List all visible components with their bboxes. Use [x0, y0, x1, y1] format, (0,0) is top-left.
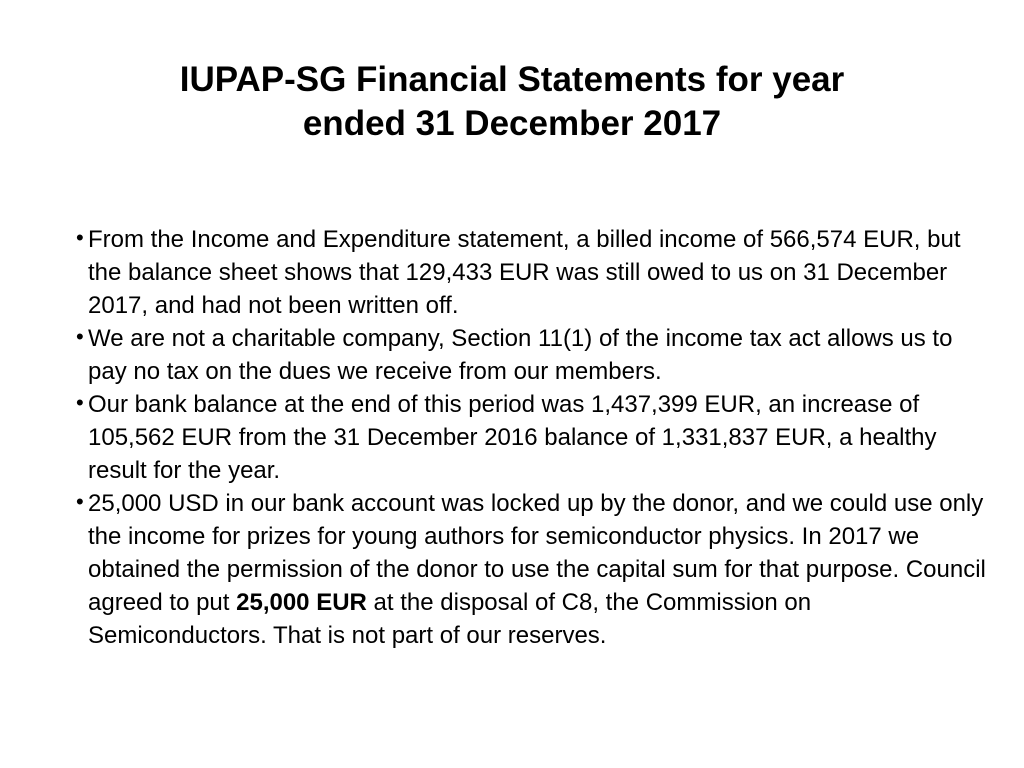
bullet-item-donor-fund	[76, 487, 988, 652]
bullet-text: From the Income and Expenditure statement, a billed income of 566,574 EUR, but the balance sheet shows that 129,433 EUR was still owed to us on 31 December 2017, and had not been written off.	[88, 226, 961, 319]
slide-title	[0, 58, 1024, 146]
bullet-item-income	[76, 223, 988, 322]
title-line-2: ended 31 December 2017	[302, 104, 722, 143]
bullet-item-tax	[76, 322, 988, 388]
bullet-dot-icon: •	[76, 489, 84, 514]
bullet-bold-amount: 25,000 EUR	[236, 589, 367, 616]
bullet-text-after: at the disposal of C8, the Commission on Semiconductors. That is not part of our reserves.	[88, 589, 812, 649]
bullet-dot-icon: •	[76, 225, 84, 250]
bullet-dot-icon: •	[76, 390, 84, 415]
bullet-item-bank-balance	[76, 388, 988, 487]
bullet-text: We are not a charitable company, Section 11(1) of the income tax act allows us to pay no tax on the dues we receive from our members.	[88, 325, 953, 385]
bullet-text: Our bank balance at the end of this period was 1,437,399 EUR, an increase of 105,562 EUR from the 31 December 2016 balance of 1,331,837 EUR, a healthy result for the year.	[88, 391, 937, 484]
bullet-list	[76, 223, 988, 652]
bullet-text-before: 25,000 USD in our bank account was locked up by the donor, and we could use only the income for prizes for young authors for semiconductor physics. In 2017 we obtained the permission of the donor to use the capital sum for that purpose. Council agreed to put	[88, 490, 986, 616]
title-line-1: IUPAP-SG Financial Statements for year	[179, 60, 845, 99]
bullet-dot-icon: •	[76, 324, 84, 349]
